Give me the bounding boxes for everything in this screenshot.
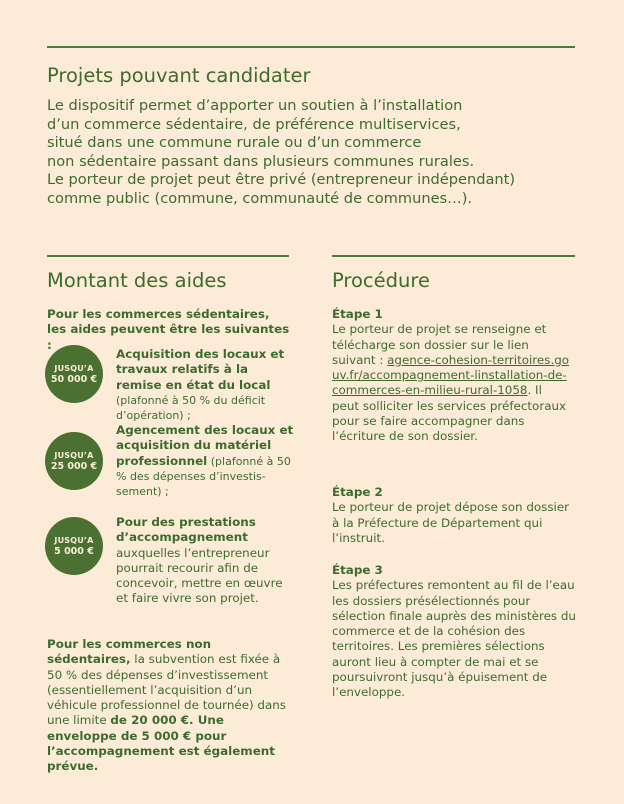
aide-item-note: (plafonné à 50 % du déficit d’opération) ;: [116, 393, 266, 423]
non-sed-bold: Pour les commerces non sédentaires,: [47, 637, 212, 667]
badge-label: JUSQU’A: [54, 536, 94, 545]
intro-line: d’un commerce sédentaire, de préférence multiservices,: [47, 115, 461, 133]
step-text: [332, 322, 572, 444]
aides-intro-line: les aides peuvent être les suivantes :: [47, 322, 290, 352]
step-1: [332, 307, 572, 445]
right-divider: [332, 255, 575, 257]
intro-line: situé dans une commune rurale ou d’un commerce: [47, 134, 422, 151]
step-text-part: . Il peut solliciter les services préfectoraux pour se faire accompagner dans l’écriture de son dossier.: [332, 383, 567, 444]
intro-line: Le dispositif permet d’apporter un soutien à l’installation: [47, 97, 463, 114]
amount-badge-50000: [45, 345, 103, 403]
aides-intro-line: Pour les commerces sédentaires,: [47, 307, 270, 321]
step-text: Le porteur de projet dépose son dossier à la Préfecture de Département qui l’instruit.: [332, 500, 570, 545]
intro-line: non sédentaire passant dans plusieurs communes rurales.: [47, 152, 475, 170]
aide-item-accompagnement: [116, 515, 296, 607]
badge-label: JUSQU’A: [54, 364, 94, 373]
non-sed-bold-limit: de 20 000 €. Une enveloppe de 5 000 € pour l’accompagnement est également prévue.: [47, 713, 275, 774]
intro-line: comme public (commune, communauté de communes…).: [47, 189, 473, 207]
section-title-procedure: Procédure: [332, 269, 430, 292]
non-sed-text: la subvention est fixée à 50 % des dépenses d’investissement (essentiellement l’acquisition d’un véhicule professionnel de tournée) dans une limite: [47, 652, 287, 728]
section-title-aides: Montant des aides: [47, 269, 227, 292]
step-text-part: Le porteur de projet se renseigne et télécharge son dossier sur le lien suivant :: [332, 322, 547, 367]
top-divider: [47, 46, 575, 48]
non-sedentaires-paragraph: [47, 637, 295, 775]
badge-amount: 5 000 €: [54, 546, 94, 557]
step-title: Étape 1: [332, 307, 383, 321]
section-title-projets: Projets pouvant candidater: [47, 64, 311, 87]
intro-paragraph: [47, 97, 587, 208]
aide-item-bold: Acquisition des locaux et travaux relatifs à la remise en état du local: [116, 347, 285, 392]
step-title: Étape 3: [332, 563, 383, 577]
aide-item-bold: Pour des prestations d’accompagnement: [116, 515, 256, 545]
intro-line: Le porteur de projet peut être privé (entrepreneur indépendant): [47, 171, 516, 188]
aide-item-bold: Agencement des locaux et acquisition du matériel professionnel: [116, 423, 294, 468]
step-2: [332, 485, 572, 546]
aide-item-note: (plafonné à 50 % des dépenses d’investis-sement) ;: [116, 454, 291, 499]
step-3: [332, 563, 577, 701]
badge-amount: 50 000 €: [50, 374, 98, 385]
left-divider: [47, 255, 289, 257]
amount-badge-5000: [45, 517, 103, 575]
step-title: Étape 2: [332, 485, 383, 499]
step-text: Les préfectures remontent au fil de l’eau les dossiers présélectionnés pour sélection finale auprès des ministères du commerce et de la cohésion des territoires. Les premières sélections auront lieu à compter de mai et se poursuivront jusqu’à épuisement de l’enveloppe.: [332, 578, 576, 700]
aide-item-note: auxquelles l’entrepreneur pourrait recourir afin de concevoir, mettre en œuvre et faire vivre son projet.: [116, 545, 283, 606]
procedure-link[interactable]: agence-cohesion-territoires.gouv.fr/accompagnement-linstallation-de-commerces-en-milieu-rural-1058: [332, 352, 570, 398]
badge-amount: 25 000 €: [50, 461, 98, 472]
aide-item-locaux: [116, 347, 296, 423]
badge-label: JUSQU’A: [54, 451, 94, 460]
amount-badge-25000: [45, 432, 103, 490]
aide-item-agencement: [116, 423, 296, 499]
